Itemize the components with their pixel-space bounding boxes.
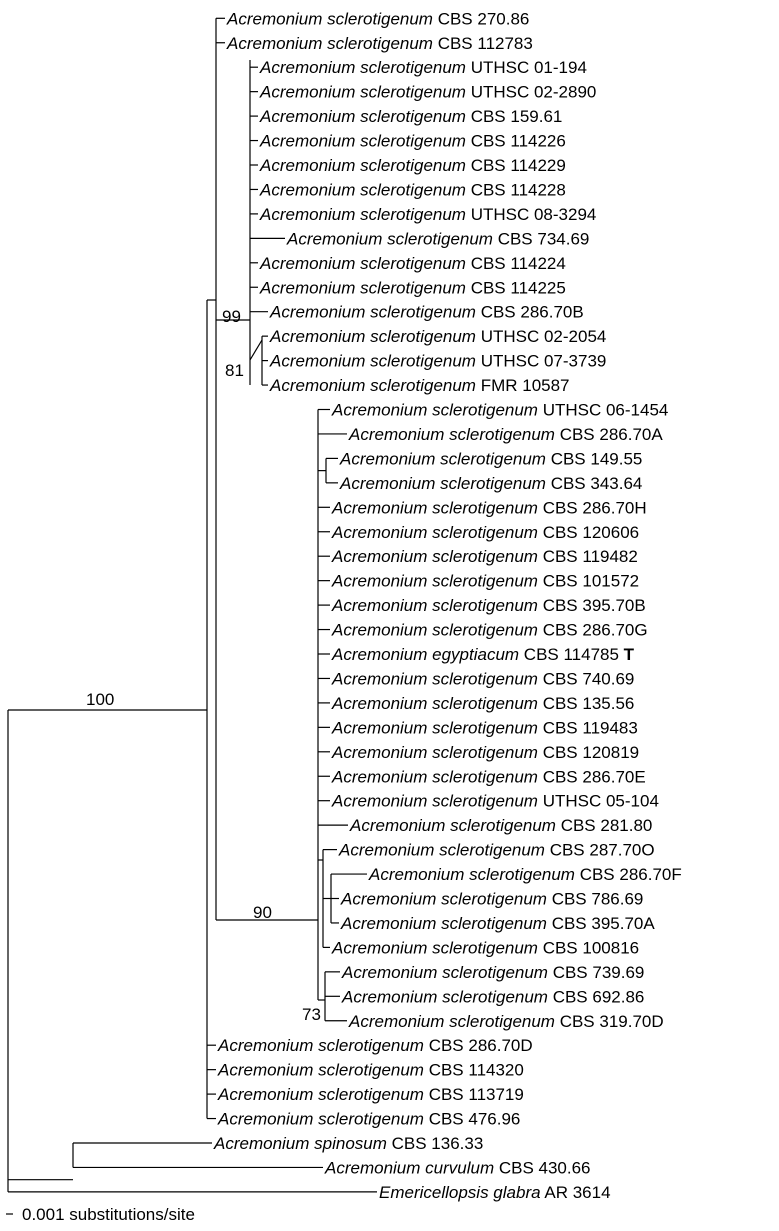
support-value-upper-clade: 99 — [222, 307, 241, 326]
taxon-strain: CBS 100816 — [537, 938, 640, 958]
taxon-label — [331, 547, 638, 566]
taxon-species-name: Acremonium sclerotigenum — [349, 1011, 555, 1031]
taxon-label — [349, 816, 652, 835]
taxon-species-name: Acremonium sclerotigenum — [342, 962, 548, 982]
taxon-strain: CBS 286.70B — [475, 302, 584, 322]
taxon-label — [331, 938, 639, 957]
taxon-species-name: Acremonium sclerotigenum — [332, 596, 538, 616]
taxon-species-name: Acremonium sclerotigenum — [270, 327, 476, 347]
taxon-label — [331, 743, 639, 762]
taxon-strain: CBS 114226 — [465, 131, 566, 151]
taxon-strain: CBS 692.86 — [547, 987, 645, 1007]
taxon-label — [368, 865, 682, 884]
taxon-species-name: Acremonium sclerotigenum — [270, 302, 476, 322]
taxon-label — [339, 449, 642, 468]
taxon-species-name: Acremonium sclerotigenum — [227, 9, 433, 29]
taxon-label — [259, 132, 566, 151]
taxon-strain: AR 3614 — [540, 1182, 611, 1202]
taxon-label — [259, 205, 596, 224]
taxon-species-name: Acremonium sclerotigenum — [332, 571, 538, 591]
taxon-species-name: Acremonium sclerotigenum — [341, 913, 547, 933]
taxon-label — [226, 9, 529, 28]
taxon-species-name: Acremonium sclerotigenum — [332, 620, 538, 640]
tree-branch — [250, 340, 262, 360]
taxon-strain: CBS 430.66 — [494, 1158, 591, 1178]
taxon-strain: CBS 114785 — [519, 645, 619, 664]
taxon-species-name: Acremonium sclerotigenum — [260, 204, 466, 224]
taxon-label — [269, 352, 606, 371]
taxon-species-name: Acremonium sclerotigenum — [332, 547, 538, 567]
taxon-label — [259, 278, 566, 297]
taxon-species-name: Acremonium sclerotigenum — [260, 278, 466, 298]
taxon-strain: CBS 286.70D — [423, 1036, 533, 1056]
taxon-label — [340, 890, 643, 909]
taxon-species-name: Acremonium sclerotigenum — [260, 180, 466, 200]
taxon-label — [259, 107, 562, 126]
taxon-species-name: Acremonium sclerotigenum — [349, 424, 555, 444]
taxon-label — [213, 1134, 483, 1153]
taxon-strain: CBS 149.55 — [545, 449, 643, 469]
taxon-label — [259, 58, 587, 77]
taxon-label — [331, 792, 659, 811]
taxon-label — [341, 963, 644, 982]
support-values — [86, 307, 321, 1024]
taxon-label — [341, 987, 644, 1006]
taxon-label — [331, 767, 646, 786]
taxon-label — [259, 254, 566, 273]
taxon-strain: FMR 10587 — [475, 376, 570, 396]
taxon-label — [348, 1012, 664, 1031]
scale-bar — [6, 1205, 195, 1224]
scale-bar-label: 0.001 substitutions/site — [22, 1205, 195, 1224]
taxon-strain: CBS 113719 — [423, 1085, 524, 1105]
taxon-label — [331, 401, 668, 420]
taxon-strain: CBS 119482 — [537, 547, 638, 567]
taxon-label — [217, 1085, 524, 1104]
support-value-root-clade: 100 — [86, 690, 115, 709]
taxon-strain: CBS 319.70D — [554, 1011, 664, 1031]
taxon-strain: CBS 159.61 — [465, 107, 563, 127]
taxon-species-name: Acremonium sclerotigenum — [218, 1060, 424, 1080]
taxon-species-name: Acremonium sclerotigenum — [260, 156, 466, 175]
taxon-species-name: Acremonium sclerotigenum — [340, 473, 546, 493]
taxon-species-name: Acremonium sclerotigenum — [342, 987, 548, 1007]
taxon-species-name: Acremonium sclerotigenum — [369, 865, 575, 885]
taxon-label — [324, 1158, 591, 1177]
taxon-strain: CBS 120819 — [537, 742, 640, 762]
taxon-label — [226, 34, 533, 53]
taxon-strain: CBS 286.70F — [574, 865, 682, 885]
taxon-strain: CBS 395.70B — [537, 596, 646, 616]
taxon-label — [217, 1036, 533, 1055]
taxon-species-name: Acremonium sclerotigenum — [332, 938, 538, 958]
taxon-species-name: Acremonium curvulum — [325, 1158, 495, 1178]
taxon-species-name: Acremonium sclerotigenum — [339, 840, 545, 860]
taxon-strain: CBS 343.64 — [545, 473, 643, 493]
taxon-strain: CBS 786.69 — [546, 889, 644, 909]
taxon-strain: CBS 739.69 — [547, 962, 645, 982]
taxon-species-name: Acremonium sclerotigenum — [270, 376, 476, 396]
taxon-species-name: Acremonium sclerotigenum — [332, 693, 538, 713]
taxon-species-name: Acremonium sclerotigenum — [227, 33, 433, 53]
taxon-species-name: Acremonium sclerotigenum — [350, 816, 556, 836]
taxon-label — [331, 596, 646, 615]
taxon-strain: UTHSC 02-2890 — [465, 82, 597, 102]
taxon-label — [331, 694, 634, 713]
taxon-label — [217, 1061, 524, 1080]
taxon-species-name: Acremonium sclerotigenum — [260, 253, 466, 273]
taxon-strain: CBS 120606 — [537, 522, 640, 542]
taxon-strain: CBS 136.33 — [386, 1134, 484, 1153]
taxon-label — [331, 645, 635, 664]
taxon-strain: CBS 135.56 — [537, 693, 635, 713]
taxon-species-name: Acremonium spinosum — [214, 1134, 387, 1153]
taxon-strain: UTHSC 08-3294 — [465, 204, 597, 224]
taxon-strain: UTHSC 07-3739 — [475, 351, 607, 371]
taxon-strain: CBS 112783 — [432, 33, 533, 53]
taxon-species-name: Acremonium sclerotigenum — [332, 498, 538, 518]
taxon-species-name: Acremonium sclerotigenum — [287, 229, 493, 249]
taxon-species-name: Acremonium sclerotigenum — [260, 131, 466, 151]
taxon-label — [286, 229, 589, 248]
taxon-strain: CBS 286.70A — [554, 424, 663, 444]
taxon-strain: CBS 114225 — [465, 278, 566, 298]
taxon-label — [269, 376, 570, 395]
taxon-label — [348, 425, 663, 444]
taxon-species-name: Acremonium sclerotigenum — [218, 1109, 424, 1129]
taxon-label — [331, 621, 648, 640]
taxon-species-name: Acremonium sclerotigenum — [260, 82, 466, 102]
taxon-label — [331, 523, 639, 542]
taxon-labels — [213, 9, 682, 1202]
taxon-strain: UTHSC 05-104 — [537, 791, 659, 811]
taxon-strain: CBS 734.69 — [492, 229, 590, 249]
taxon-strain: CBS 286.70E — [537, 767, 646, 787]
taxon-label — [217, 1110, 520, 1129]
taxon-species-name: Acremonium sclerotigenum — [341, 889, 547, 909]
taxon-label — [331, 669, 634, 688]
taxon-strain: CBS 476.96 — [423, 1109, 521, 1129]
support-value-basal-subclade: 73 — [302, 1005, 321, 1024]
taxon-species-name: Acremonium sclerotigenum — [332, 742, 538, 762]
taxon-strain: CBS 395.70A — [546, 913, 655, 933]
taxon-species-name: Acremonium sclerotigenum — [218, 1036, 424, 1056]
taxon-label — [269, 327, 606, 346]
taxon-strain: CBS 281.80 — [555, 816, 653, 836]
taxon-strain: CBS 740.69 — [537, 669, 635, 689]
taxon-strain: CBS 286.70H — [537, 498, 647, 518]
taxon-species-name: Emericellopsis glabra — [379, 1182, 541, 1202]
taxon-label — [259, 180, 566, 199]
taxon-strain: UTHSC 01-194 — [465, 58, 587, 78]
taxon-strain: CBS 114229 — [465, 156, 566, 175]
taxon-label — [259, 83, 596, 102]
taxon-label — [331, 572, 639, 591]
taxon-strain: CBS 270.86 — [432, 9, 530, 29]
taxon-species-name: Acremonium sclerotigenum — [332, 791, 538, 811]
taxon-strain: UTHSC 06-1454 — [537, 400, 669, 420]
taxon-label — [379, 1183, 611, 1202]
taxon-label — [338, 841, 655, 860]
support-value-small-clade: 81 — [225, 361, 244, 380]
taxon-strain: CBS 114228 — [465, 180, 566, 200]
taxon-label — [340, 914, 655, 933]
taxon-species-name: Acremonium sclerotigenum — [260, 58, 466, 78]
support-value-lower-clade: 90 — [253, 903, 272, 922]
taxon-strain: CBS 119483 — [537, 718, 638, 738]
taxon-strain: UTHSC 02-2054 — [475, 327, 607, 347]
taxon-label — [331, 718, 638, 737]
taxon-species-name: Acremonium sclerotigenum — [260, 107, 466, 127]
taxon-strain: CBS 114320 — [423, 1060, 524, 1080]
type-strain-tag: T — [618, 645, 635, 664]
taxon-species-name: Acremonium egyptiacum — [332, 645, 520, 664]
taxon-species-name: Acremonium sclerotigenum — [332, 718, 538, 738]
taxon-species-name: Acremonium sclerotigenum — [332, 400, 538, 420]
taxon-species-name: Acremonium sclerotigenum — [332, 669, 538, 689]
taxon-label — [269, 303, 584, 322]
taxon-species-name: Acremonium sclerotigenum — [218, 1085, 424, 1105]
taxon-label — [331, 498, 647, 517]
taxon-strain: CBS 114224 — [465, 253, 566, 273]
taxon-species-name: Acremonium sclerotigenum — [332, 522, 538, 542]
taxon-species-name: Acremonium sclerotigenum — [332, 767, 538, 787]
taxon-species-name: Acremonium sclerotigenum — [270, 351, 476, 371]
taxon-label — [339, 474, 642, 493]
taxon-strain: CBS 286.70G — [537, 620, 648, 640]
taxon-label — [259, 156, 566, 175]
taxon-species-name: Acremonium sclerotigenum — [340, 449, 546, 469]
taxon-strain: CBS 101572 — [537, 571, 640, 591]
taxon-strain: CBS 287.70O — [544, 840, 655, 860]
